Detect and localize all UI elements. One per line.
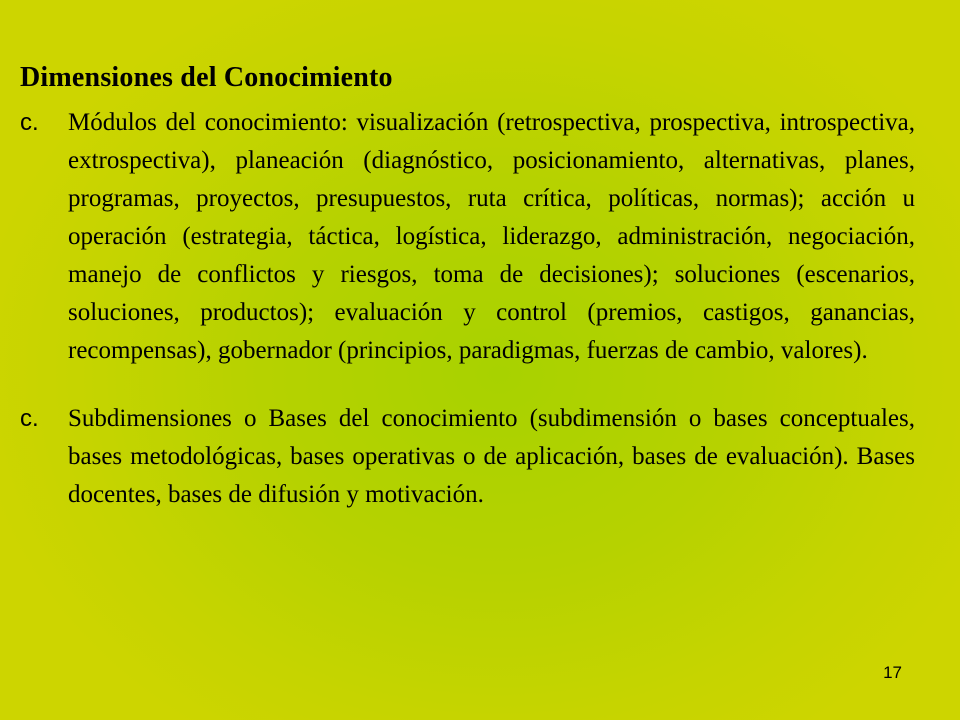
page-number: 17 xyxy=(883,663,902,682)
bullet-item-modulos xyxy=(20,104,915,370)
bullet-marker: c. xyxy=(20,405,39,432)
bullet-item-subdimensiones xyxy=(20,400,915,514)
bullet-text: Módulos del conocimiento: visualización (retrospectiva, prospectiva, introspectiva, extrospectiva), planeación (diagnóstico, posicionamiento, alternativas, planes, programas, proyectos, presupuestos, ruta crítica, políticas, normas); acción u operación (estrategia, táctica, logística, liderazgo, administración, negociación, manejo de conflictos y riesgos, toma de decisiones); soluciones (escenarios, soluciones, productos); evaluación y control (premios, castigos, ganancias, recompensas), gobernador (principios, paradigmas, fuerzas de cambio, valores). xyxy=(68,109,915,364)
slide-title: Dimensiones del Conocimiento xyxy=(20,62,393,93)
bullet-marker: c. xyxy=(20,109,39,136)
bullet-list xyxy=(20,104,915,514)
bullet-text: Subdimensiones o Bases del conocimiento (subdimensión o bases conceptuales, bases metodológicas, bases operativas o de aplicación, bases de evaluación). Bases docentes, bases de difusión y motivación. xyxy=(68,405,915,508)
